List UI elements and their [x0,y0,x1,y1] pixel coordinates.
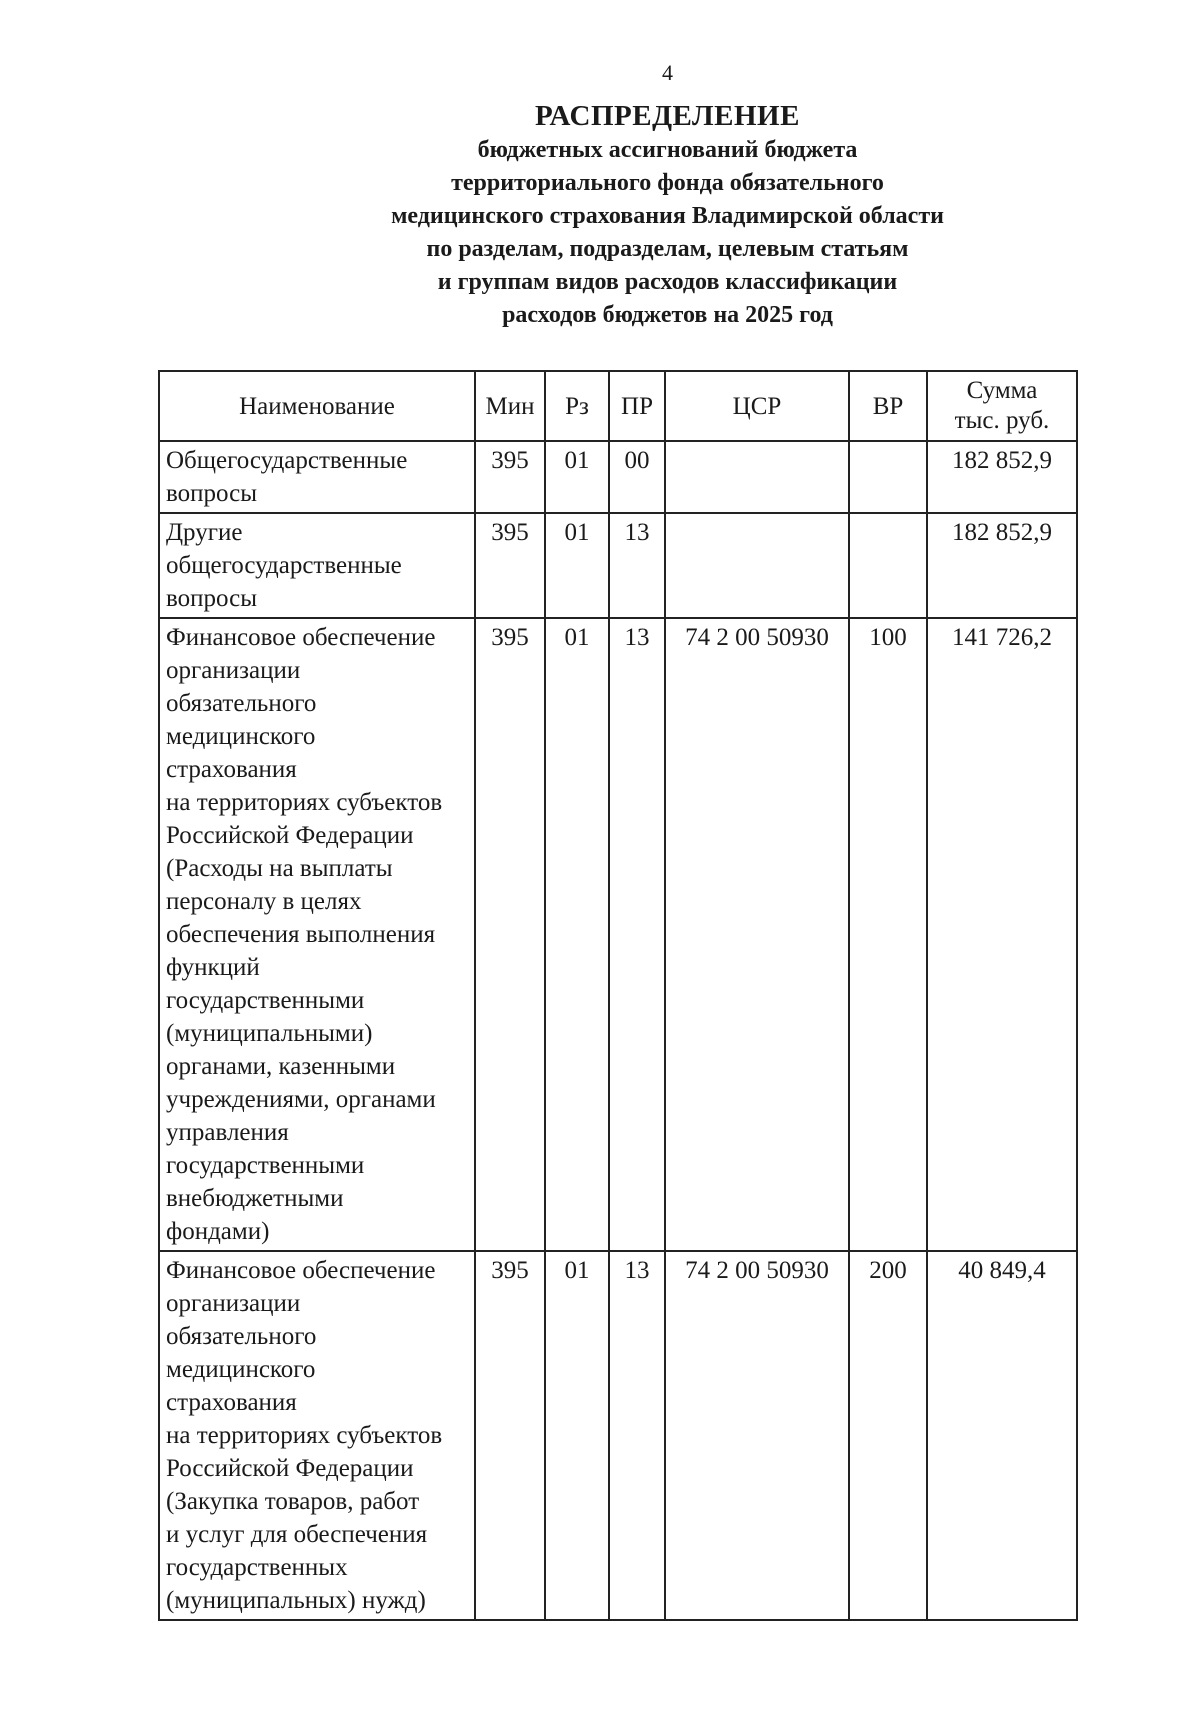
header-sum-label: Сумма [966,377,1038,404]
table-row [159,618,1077,1251]
row-vr: 200 [849,1251,927,1620]
subtitle-line: бюджетных ассигнований бюджета [477,137,858,163]
row-pr: 13 [609,1251,665,1620]
table-row [159,441,1077,513]
document-title: РАСПРЕДЕЛЕНИЕ [535,100,800,132]
header-csr: ЦСР [665,371,849,441]
row-name: Финансовое обеспечение организации обязательного медицинского страхования на территориях субъектов Российской Федерации (Расходы на выплаты персоналу в целях обеспечения выполнения функций государственными (муниципальными) органами, казенными учреждениями, органами управления государственными внебюджетными фондами) [159,618,475,1251]
row-csr: 74 2 00 50930 [665,618,849,1251]
row-pr: 13 [609,513,665,618]
row-rz: 01 [545,513,609,618]
table-row [159,513,1077,618]
header-sum-unit: тыс. руб. [954,407,1050,434]
row-name: Другие общегосударственные вопросы [159,513,475,618]
budget-allocation-table [158,370,1078,1621]
row-min: 395 [475,1251,545,1620]
row-sum: 40 849,4 [927,1251,1077,1620]
page-number: 4 [662,60,673,85]
header-pr: ПР [609,371,665,441]
subtitle-line: по разделам, подразделам, целевым статьям [426,236,909,262]
subtitle-line: расходов бюджетов на 2025 год [502,302,833,328]
header-min: Мин [475,371,545,441]
subtitle-line: и группам видов расходов классификации [437,269,898,295]
header-name: Наименование [159,371,475,441]
row-vr [849,441,927,513]
row-sum: 182 852,9 [927,513,1077,618]
row-sum: 141 726,2 [927,618,1077,1251]
document-heading [0,98,1200,332]
row-csr: 74 2 00 50930 [665,1251,849,1620]
row-csr [665,441,849,513]
row-pr: 00 [609,441,665,513]
row-rz: 01 [545,1251,609,1620]
row-rz: 01 [545,618,609,1251]
subtitle-line: территориального фонда обязательного [451,170,884,196]
row-name: Общегосударственные вопросы [159,441,475,513]
row-min: 395 [475,441,545,513]
header-sum [927,371,1077,441]
row-name: Финансовое обеспечение организации обязательного медицинского страхования на территориях субъектов Российской Федерации (Закупка товаров, работ и услуг для обеспечения государственных (муниципальных) нужд) [159,1251,475,1620]
table-row [159,1251,1077,1620]
row-rz: 01 [545,441,609,513]
row-vr: 100 [849,618,927,1251]
row-min: 395 [475,513,545,618]
row-min: 395 [475,618,545,1251]
header-vr: ВР [849,371,927,441]
row-sum: 182 852,9 [927,441,1077,513]
row-vr [849,513,927,618]
table-header-row [159,371,1077,441]
row-pr: 13 [609,618,665,1251]
row-csr [665,513,849,618]
subtitle-line: медицинского страхования Владимирской области [391,203,944,229]
header-rz: Рз [545,371,609,441]
